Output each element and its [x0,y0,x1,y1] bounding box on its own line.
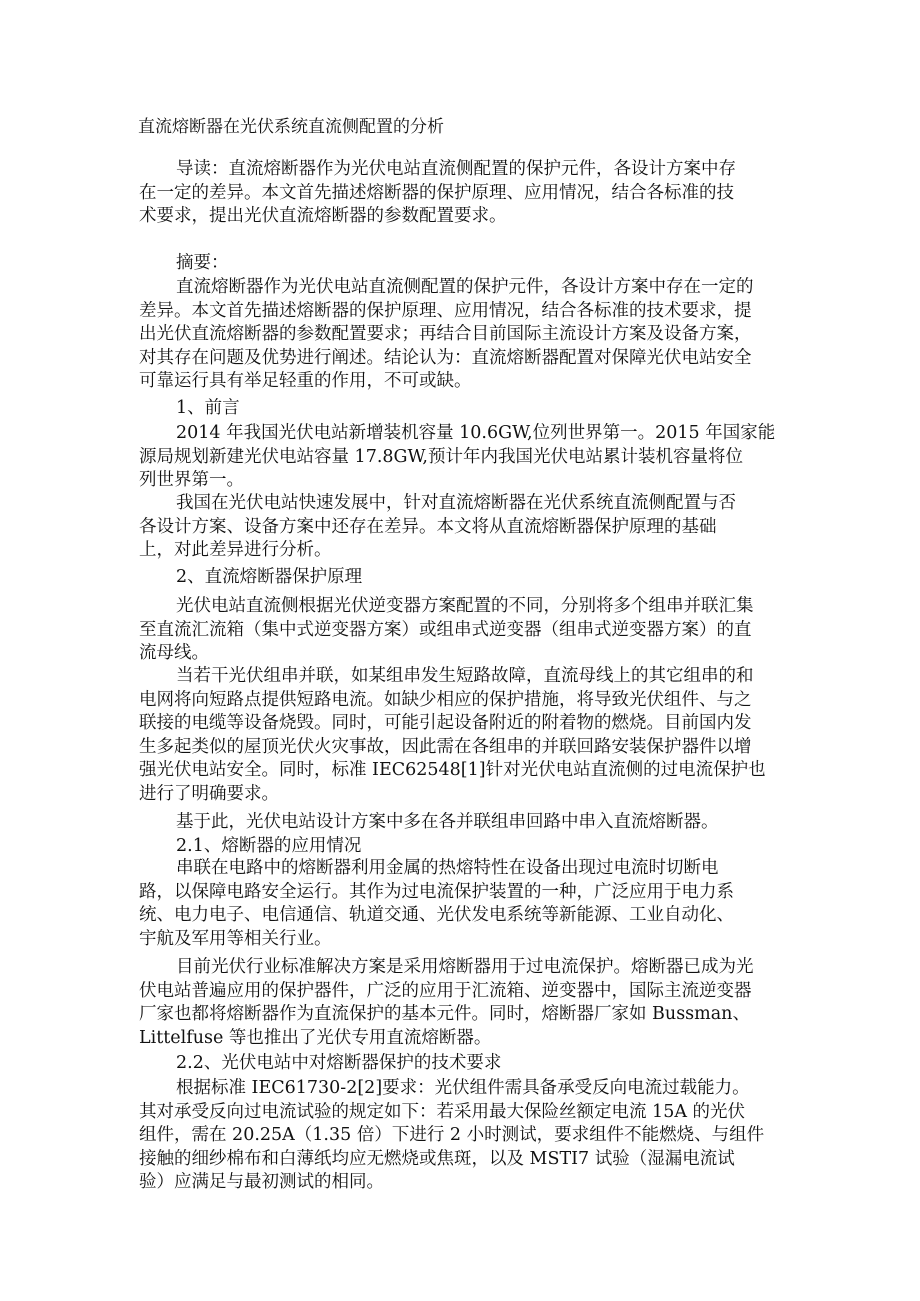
section2-1-paragraph-1 [139,857,734,951]
document-title: 直流熔断器在光伏系统直流侧配置的分析 [138,117,444,137]
section2-1-p1-line-4: 宇航及军用等相关行业。 [139,928,332,949]
section1-heading: 1、前言 [176,398,240,418]
section2-1-heading: 2.1、熔断器的应用情况 [176,836,362,856]
intro-paragraph [139,158,736,229]
section2-2-p1-line-1: 根据标准 IEC61730-2[2]要求：光伏组件需具备承受反向电流过载能力。 [176,1078,750,1098]
intro-line-1: 导读：直流熔断器作为光伏电站直流侧配置的保护元件，各设计方案中存 [176,159,736,179]
section2-p1-line-1: 光伏电站直流侧根据光伏逆变器方案配置的不同，分别将多个组串并联汇集 [176,596,754,616]
section2-2-p1-line-5: 验）应满足与最初测试的相同。 [139,1172,384,1192]
section2-p1-line-3: 流母线。 [139,643,209,663]
section2-1-p2-line-3: 厂家也都将熔断器作为直流保护的基本元件。同时，熔断器厂家如 Bussman、 [139,1004,750,1024]
section2-paragraph-1 [139,595,754,666]
section1-p2-line-2: 各设计方案、设备方案中还存在差异。本文将从直流熔断器保护原理的基础 [139,516,717,537]
section2-2-p1-line-3: 组件，需在 20.25A（1.35 倍）下进行 2 小时测试，要求组件不能燃烧、与组件 [139,1125,765,1145]
section1-p1-line-1: 2014 年我国光伏电站新增装机容量 10.6GW,位列世界第一。2015 年国家能 [176,423,776,443]
abstract-line-1: 直流熔断器作为光伏电站直流侧配置的保护元件，各设计方案中存在一定的 [176,277,754,297]
section2-paragraph-3: 基于此，光伏电站设计方案中多在各并联组串回路中串入直流熔断器。 [176,812,719,832]
section2-heading: 2、直流熔断器保护原理 [176,567,363,587]
section2-2-paragraph-1 [139,1077,765,1195]
intro-line-3: 术要求，提出光伏直流熔断器的参数配置要求。 [139,206,507,226]
section1-p2-line-3: 上，对此差异进行分析。 [139,540,332,560]
abstract-line-4: 对其存在问题及优势进行阐述。结论认为：直流熔断器配置对保障光伏电站安全 [139,347,752,368]
abstract-line-3: 出光伏直流熔断器的参数配置要求；再结合目前国际主流设计方案及设备方案， [139,324,752,344]
section2-p2-line-1: 当若干光伏组串并联，如某组串发生短路故障，直流母线上的其它组串的和 [176,666,754,686]
section1-paragraph-1 [139,422,776,493]
section2-2-p1-line-4: 接触的细纱棉布和白薄纸均应无燃烧或焦斑，以及 MSTI7 试验（湿漏电流试 [139,1148,735,1169]
section2-2-p1-line-2: 其对承受反向过电流试验的规定如下：若采用最大保险丝额定电流 15A 的光伏 [139,1101,746,1122]
section1-paragraph-2 [139,492,736,563]
section2-1-paragraph-2 [139,956,754,1050]
section2-p2-line-3: 联接的电缆等设备烧毁。同时，可能引起设备附近的附着物的燃烧。目前国内发 [139,713,752,733]
section1-p2-line-1: 我国在光伏电站快速发展中，针对直流熔断器在光伏系统直流侧配置与否 [176,493,736,513]
section2-p2-line-6: 进行了明确要求。 [139,783,279,804]
section2-1-p2-line-2: 伏电站普遍应用的保护器件，广泛的应用于汇流箱、逆变器中，国际主流逆变器 [139,980,752,1001]
section2-1-p2-line-4: Littelfuse 等也推出了光伏专用直流熔断器。 [139,1027,492,1048]
intro-line-2: 在一定的差异。本文首先描述熔断器的保护原理、应用情况，结合各标准的技 [139,182,734,203]
section2-p2-line-2: 电网将向短路点提供短路电流。如缺少相应的保护措施，将导致光伏组件、与之 [139,689,752,710]
abstract-line-5: 可靠运行具有举足轻重的作用，不可或缺。 [139,371,472,391]
section2-2-heading: 2.2、光伏电站中对熔断器保护的技术要求 [176,1053,502,1073]
section2-paragraph-2 [139,665,766,806]
section2-p1-line-2: 至直流汇流箱（集中式逆变器方案）或组串式逆变器（组串式逆变器方案）的直 [139,619,752,640]
abstract-label: 摘要： [176,253,229,273]
section2-1-p1-line-1: 串联在电路中的熔断器利用金属的热熔特性在设备出现过电流时切断电 [176,858,719,878]
section2-1-p1-line-2: 路，以保障电路安全运行。其作为过电流保护装置的一种，广泛应用于电力系 [139,881,734,902]
section2-p2-line-5: 强光伏电站安全。同时，标准 IEC62548[1]针对光伏电站直流侧的过电流保护也 [139,760,766,780]
section2-1-p1-line-3: 统、电力电子、电信通信、轨道交通、光伏发电系统等新能源、工业自动化、 [139,905,734,925]
abstract-line-2: 差异。本文首先描述熔断器的保护原理、应用情况，结合各标准的技术要求，提 [139,300,752,321]
section1-p1-line-3: 列世界第一。 [139,470,244,490]
section2-1-p2-line-1: 目前光伏行业标准解决方案是采用熔断器用于过电流保护。熔断器已成为光 [176,957,754,977]
section1-p1-line-2: 源局规划新建光伏电站容量 17.8GW,预计年内我国光伏电站累计装机容量将位 [139,446,743,467]
abstract-paragraph [139,276,754,394]
section2-p2-line-4: 生多起类似的屋顶光伏火灾事故，因此需在各组串的并联回路安装保护器件以增 [139,736,752,757]
